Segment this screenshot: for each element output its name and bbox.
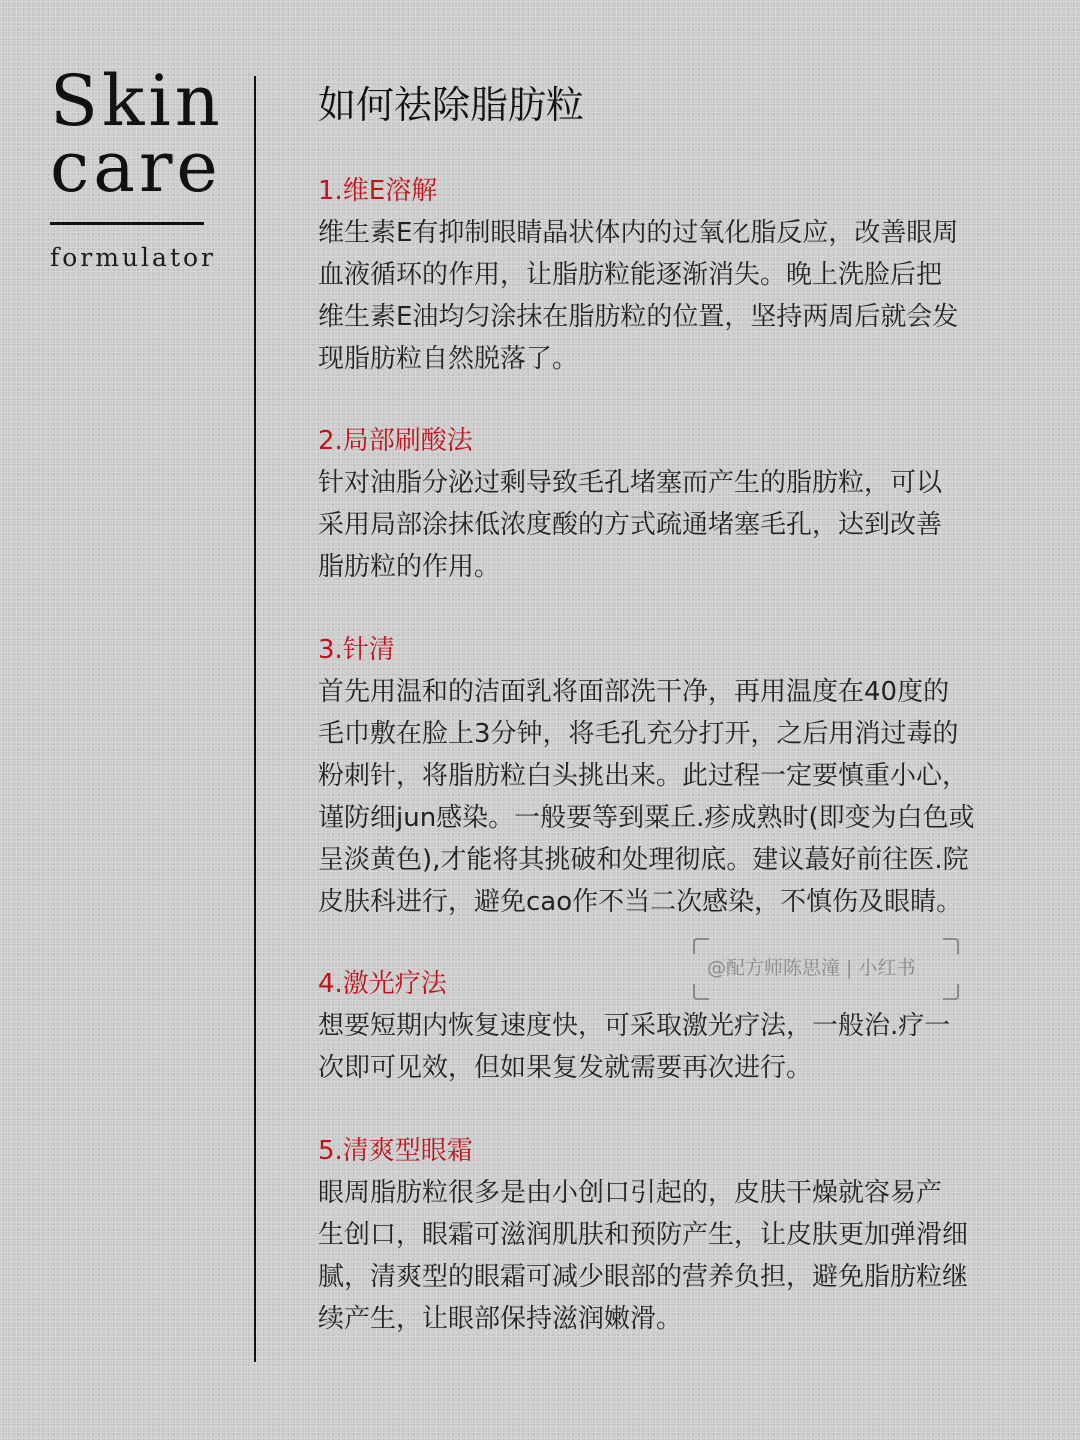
section-body — [318, 671, 1028, 923]
body-line: 血液循环的作用，让脂肪粒能逐渐消失。晚上洗脸后把 — [318, 260, 943, 290]
body-line: 维生素E有抑制眼睛晶状体内的过氧化脂反应，改善眼周 — [318, 218, 959, 248]
watermark-text: @配方师陈思潼 | 小红书 — [707, 957, 916, 979]
body-line: 腻，清爽型的眼霜可减少眼部的营养负担，避免脂肪粒继 — [318, 1262, 969, 1292]
body-line: 呈淡黄色),才能将其挑破和处理彻底。建议蕞好前往医.院 — [318, 845, 969, 875]
body-line: 皮肤科进行，避免cao作不当二次感染，不慎伤及眼睛。 — [318, 887, 963, 917]
body-line: 次即可见效，但如果复发就需要再次进行。 — [318, 1053, 813, 1083]
body-line: 针对油脂分泌过剩导致毛孔堵塞而产生的脂肪粒，可以 — [318, 468, 943, 498]
brand-subtitle: formulator — [50, 243, 217, 272]
watermark-corner — [943, 938, 959, 954]
section-5 — [318, 1130, 1028, 1340]
section-heading: 4.激光疗法 — [318, 969, 447, 999]
body-line: 毛巾敷在脸上3分钟，将毛孔充分打开，之后用消过毒的 — [318, 719, 959, 749]
watermark-corner — [693, 938, 709, 954]
brand-rule — [50, 222, 204, 225]
section-heading: 5.清爽型眼霜 — [318, 1136, 473, 1166]
body-line: 谨防细jun感染。一般要等到粟丘.疹成熟时(即变为白色或 — [318, 803, 975, 833]
section-body — [318, 1172, 1028, 1340]
body-line: 眼周脂肪粒很多是由小创口引起的，皮肤干燥就容易产 — [318, 1178, 943, 1208]
body-line: 现脂肪粒自然脱落了。 — [318, 344, 579, 374]
section-body — [318, 1005, 1028, 1089]
section-heading: 2.局部刷酸法 — [318, 426, 473, 456]
section-heading: 3.针清 — [318, 635, 395, 665]
body-line: 维生素E油均匀涂抹在脂肪粒的位置，坚持两周后就会发 — [318, 302, 959, 332]
section-body — [318, 212, 1028, 380]
vertical-divider — [254, 76, 256, 1362]
section-4 — [318, 963, 1028, 1089]
body-line: 采用局部涂抹低浓度酸的方式疏通堵塞毛孔，达到改善 — [318, 510, 943, 540]
body-line: 生创口，眼霜可滋润肌肤和预防产生，让皮肤更加弹滑细 — [318, 1220, 969, 1250]
body-line: 想要短期内恢复速度快，可采取激光疗法，一般治.疗一 — [318, 1011, 951, 1041]
brand-logo — [50, 60, 224, 272]
brand-word-care: care — [50, 126, 222, 208]
section-1 — [318, 170, 1028, 380]
page-title: 如何祛除脂肪粒 — [318, 83, 585, 127]
section-3 — [318, 629, 1028, 923]
body-line: 脂肪粒的作用。 — [318, 552, 501, 582]
body-line: 续产生，让眼部保持滋润嫩滑。 — [318, 1304, 683, 1334]
body-line: 首先用温和的洁面乳将面部洗干净，再用温度在40度的 — [318, 677, 950, 707]
section-body — [318, 462, 1028, 588]
section-heading: 1.维E溶解 — [318, 176, 438, 206]
body-line: 粉刺针，将脂肪粒白头挑出来。此过程一定要慎重小心， — [318, 761, 969, 791]
section-2 — [318, 420, 1028, 588]
brand-word-skin: Skin — [50, 60, 224, 142]
